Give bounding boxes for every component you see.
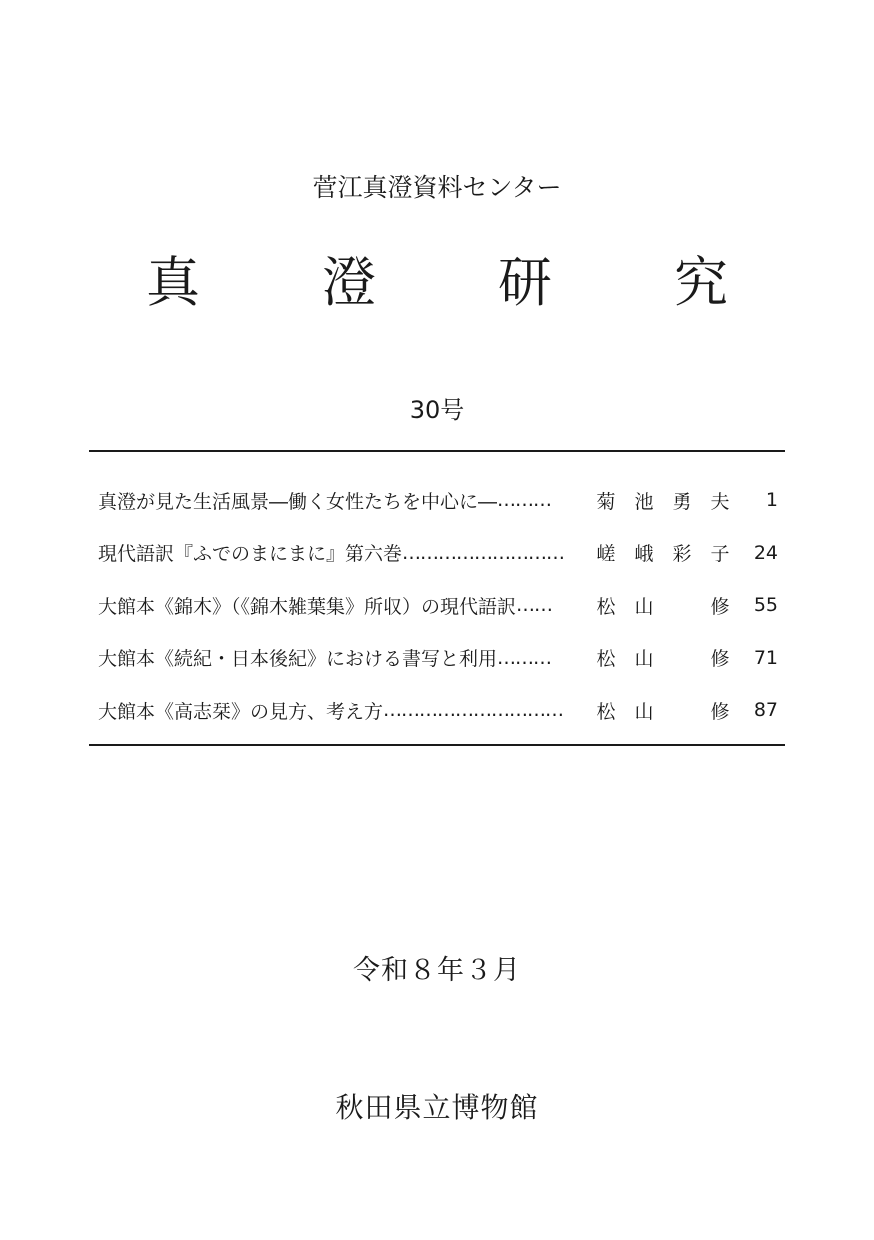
author-char: 松 xyxy=(596,648,616,671)
author-char: 山 xyxy=(634,700,654,723)
toc-entry-author xyxy=(594,539,732,566)
toc-entry-page: 24 xyxy=(753,541,778,564)
author-char: 嵯 xyxy=(596,543,616,566)
author-char: 彩 xyxy=(672,543,692,566)
author-char: 池 xyxy=(634,490,654,513)
author-char: 夫 xyxy=(710,490,730,513)
toc-entry-author xyxy=(594,487,732,514)
table-of-contents xyxy=(98,474,778,737)
toc-entry-title: 大館本《続紀・日本後紀》における書写と利用 xyxy=(98,648,498,671)
author-char xyxy=(670,644,694,671)
toc-entry-author xyxy=(594,697,732,724)
toc-entry-title: 大館本《高志栞》の見方、考え方 xyxy=(98,700,384,723)
toc-dot-leader: ……………………… xyxy=(402,541,565,564)
toc-entry[interactable] xyxy=(98,632,778,685)
toc-entry-page: 71 xyxy=(753,646,778,669)
toc-bottom-rule xyxy=(89,744,785,746)
toc-top-rule xyxy=(89,450,785,452)
toc-entry-page: 87 xyxy=(753,699,778,722)
toc-entry-title: 大館本《錦木》（《錦木雑葉集》所収）の現代語訳 xyxy=(98,595,517,618)
author-char: 菊 xyxy=(596,490,616,513)
publication-date: 令和８年３月 xyxy=(353,955,521,986)
toc-entry-title: 真澄が見た生活風景―働く女性たちを中心に― xyxy=(98,490,498,513)
toc-dot-leader: ……… xyxy=(497,489,552,512)
author-char: 松 xyxy=(596,595,616,618)
author-char: 修 xyxy=(710,648,730,671)
toc-entry-author xyxy=(594,592,732,619)
toc-entry[interactable] xyxy=(98,579,778,632)
toc-entry-page: 55 xyxy=(753,594,778,617)
author-char: 松 xyxy=(596,700,616,723)
author-char: 山 xyxy=(634,648,654,671)
toc-dot-leader: ……… xyxy=(497,646,552,669)
author-char: 山 xyxy=(634,595,654,618)
author-char xyxy=(670,592,694,619)
toc-entry[interactable] xyxy=(98,527,778,580)
toc-dot-leader: …… xyxy=(516,594,553,617)
toc-entry-title: 現代語訳『ふでのまにまに』第六巻 xyxy=(98,543,403,566)
toc-entry-author xyxy=(594,644,732,671)
toc-entry[interactable] xyxy=(98,474,778,527)
author-char: 勇 xyxy=(672,490,692,513)
author-char: 子 xyxy=(710,543,730,566)
author-char xyxy=(670,697,694,724)
toc-entry[interactable] xyxy=(98,684,778,737)
publisher-name: 秋田県立博物館 xyxy=(335,1091,539,1124)
center-name: 菅江真澄資料センター xyxy=(312,173,562,202)
issue-number: 30号 xyxy=(409,396,465,424)
author-char: 修 xyxy=(710,595,730,618)
toc-entry-page: 1 xyxy=(765,489,778,512)
author-char: 修 xyxy=(710,700,730,723)
journal-title: 真 澄 研 究 xyxy=(146,251,762,314)
author-char: 峨 xyxy=(634,543,654,566)
toc-dot-leader: ………………………… xyxy=(383,699,564,722)
